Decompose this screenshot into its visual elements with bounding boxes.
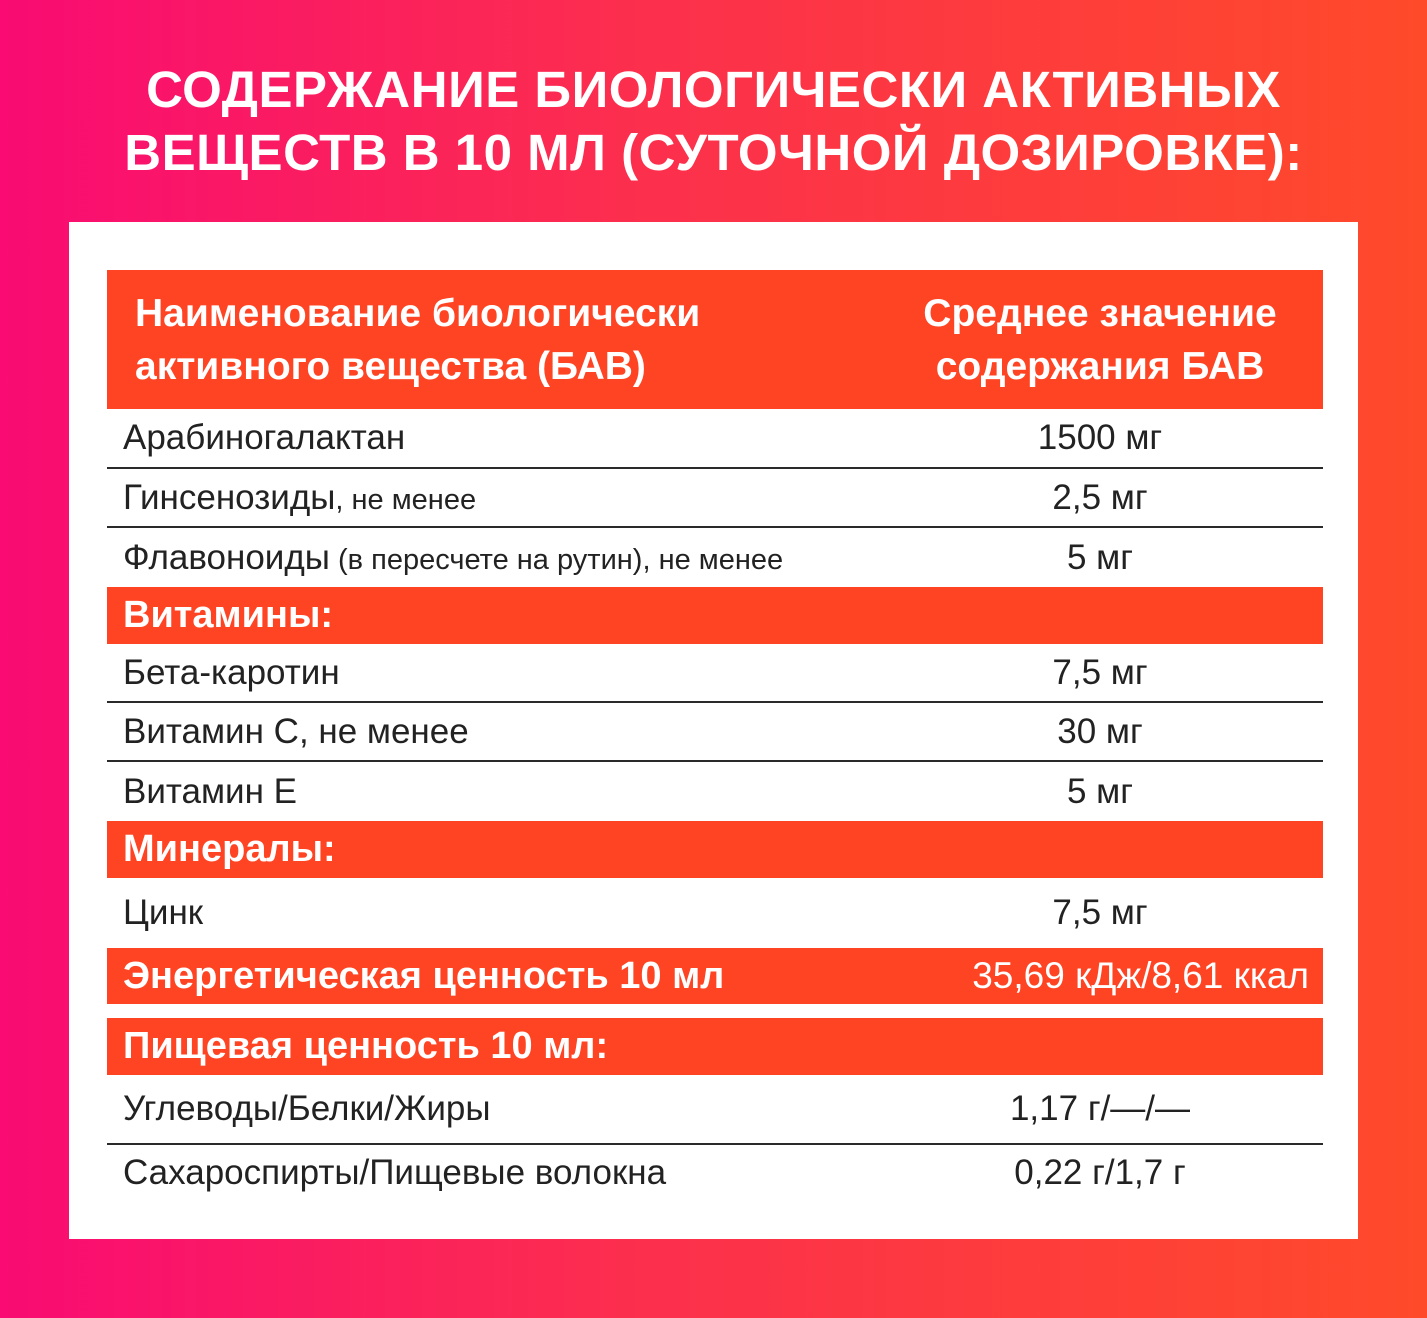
energy-label: Энергетическая ценность 10 мл xyxy=(123,954,725,997)
header-name-line-2: активного вещества (БАВ) xyxy=(135,344,646,388)
energy-value: 35,69 кДж/8,61 ккал xyxy=(972,955,1309,996)
row-name: Сахароспирты/Пищевые волокна xyxy=(123,1153,667,1192)
row-name-text: Флавоноиды xyxy=(123,537,330,577)
row-name xyxy=(107,538,887,578)
row-name xyxy=(107,478,887,518)
row-name: Витамин Е xyxy=(123,771,298,811)
energy-value-row xyxy=(107,948,1323,1004)
row-name: Углеводы/Белки/Жиры xyxy=(123,1089,491,1128)
nutrition-table xyxy=(107,270,1323,1201)
section-nutrition: Пищевая ценность 10 мл: xyxy=(107,1018,1323,1075)
table-row xyxy=(107,1075,1323,1145)
header-value-line-1: Среднее значение xyxy=(923,291,1277,335)
row-name-note: , не менее xyxy=(335,483,477,516)
table-row xyxy=(107,528,1323,587)
header-value-column xyxy=(887,287,1323,393)
row-value: 0,22 г/1,7 г xyxy=(1014,1153,1186,1192)
row-value: 1,17 г/—/— xyxy=(1009,1089,1191,1128)
table-row xyxy=(107,644,1323,703)
row-value: 7,5 мг xyxy=(1052,893,1148,932)
table-row xyxy=(107,878,1323,948)
header-value-line-2: содержания БАВ xyxy=(935,344,1265,388)
spacer xyxy=(107,1004,1323,1018)
row-value: 2,5 мг xyxy=(1052,477,1148,517)
header-name-line-1: Наименование биологически xyxy=(135,291,701,335)
row-name-text: Арабиногалактан xyxy=(123,418,406,457)
table-row xyxy=(107,469,1323,528)
row-value: 5 мг xyxy=(1066,771,1134,811)
row-name: Бета-каротин xyxy=(123,652,340,692)
page-title xyxy=(0,58,1427,184)
table-row xyxy=(107,762,1323,821)
section-vitamins: Витамины: xyxy=(107,587,1323,644)
row-value: 30 мг xyxy=(1057,711,1143,751)
table-row xyxy=(107,409,1323,469)
row-value: 1500 мг xyxy=(1037,418,1163,457)
row-value: 5 мг xyxy=(1066,537,1134,577)
row-name-note: (в пересчете на рутин), не менее xyxy=(329,543,784,576)
section-minerals: Минералы: xyxy=(107,821,1323,878)
row-name-text: Гинсенозиды xyxy=(123,477,336,517)
row-value: 7,5 мг xyxy=(1052,652,1148,692)
row-name: Цинк xyxy=(123,893,204,932)
row-name xyxy=(107,418,887,458)
title-line-2: ВЕЩЕСТВ В 10 МЛ (СУТОЧНОЙ ДОЗИРОВКЕ): xyxy=(124,124,1303,181)
table-row xyxy=(107,703,1323,762)
title-line-1: СОДЕРЖАНИЕ БИОЛОГИЧЕСКИ АКТИВНЫХ xyxy=(146,61,1281,118)
table-card xyxy=(69,222,1358,1239)
table-header xyxy=(107,270,1323,409)
header-name-column xyxy=(107,287,887,393)
table-row xyxy=(107,1145,1323,1201)
row-name: Витамин С, не менее xyxy=(123,711,469,751)
